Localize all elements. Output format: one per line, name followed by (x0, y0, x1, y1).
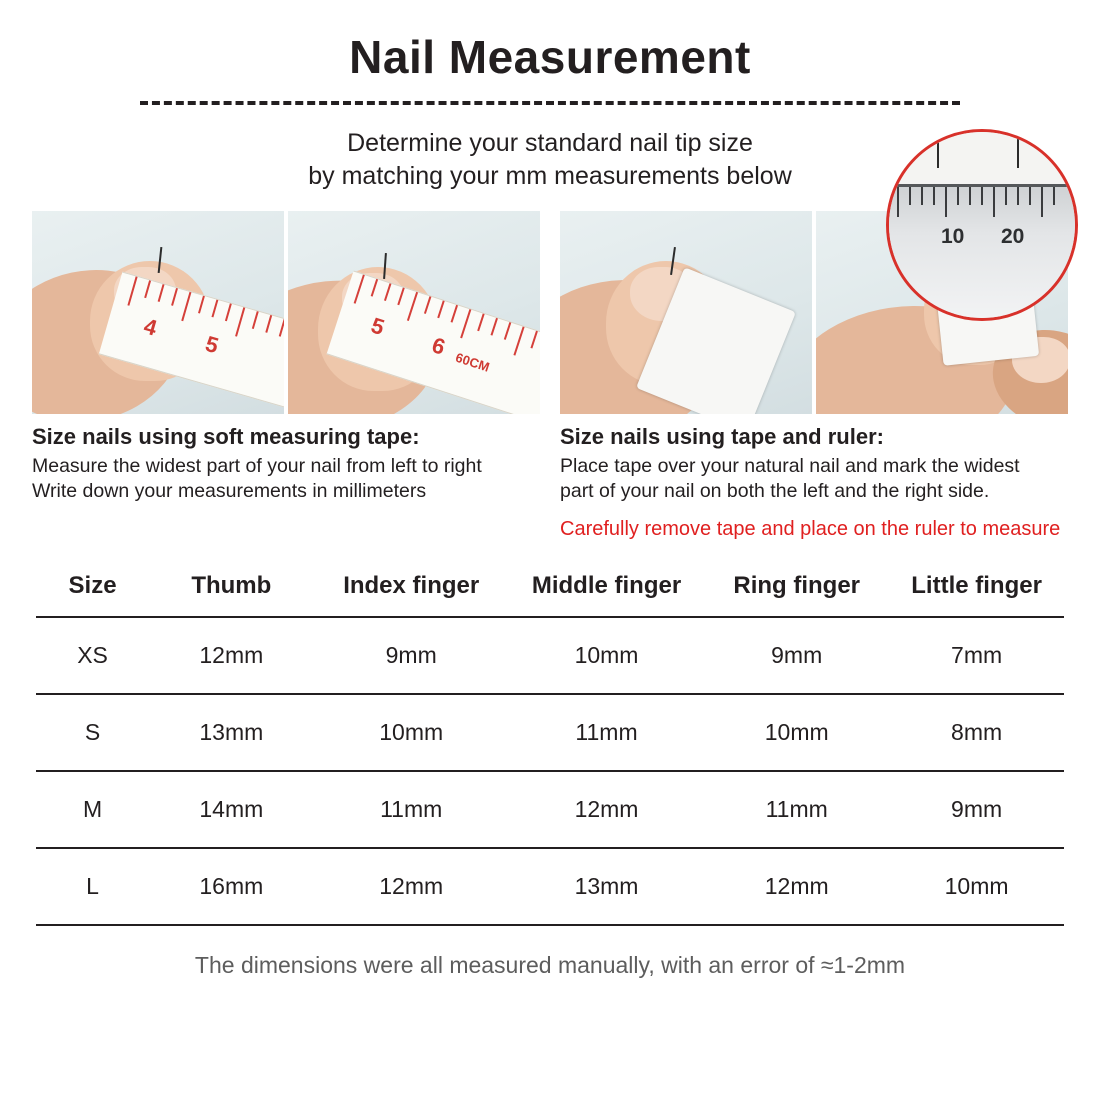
ruler-number: 5 (368, 312, 388, 340)
cell-little: 9mm (951, 795, 1003, 822)
caption-right-warning: Carefully remove tape and place on the ruler to measure (560, 517, 1061, 540)
pen-marker (1017, 138, 1019, 168)
ruler-tick (921, 187, 923, 205)
subtitle-line-1: Determine your standard nail tip size (347, 128, 753, 157)
cell-little: 8mm (951, 718, 1003, 745)
column-header-ring: Ring finger (733, 571, 861, 599)
tape-marking-photo-1 (560, 211, 812, 414)
tape-brand-label: 60CM (453, 349, 492, 375)
column-header-middle: Middle finger (531, 571, 682, 599)
page-title: Nail Measurement (349, 31, 751, 83)
cell-thumb: 14mm (199, 795, 264, 822)
tape-tick (491, 317, 498, 335)
ruler-tick (981, 187, 983, 205)
column-header-index: Index finger (343, 571, 480, 599)
table-row (36, 694, 1064, 771)
ruler-magnifier (886, 129, 1078, 321)
tape-tick (144, 280, 151, 298)
table-row (36, 771, 1064, 848)
cell-thumb: 12mm (199, 641, 264, 668)
cell-size: M (82, 795, 103, 822)
caption-left-line-1: Measure the widest part of your nail from left to right (32, 454, 482, 477)
size-table-head (36, 564, 1064, 617)
tape-tick (354, 274, 365, 303)
caption-right-title: Size nails using tape and ruler: (560, 423, 884, 449)
tape-tick (504, 322, 511, 340)
table-row (36, 617, 1064, 694)
tape-tick (513, 326, 524, 355)
ruler-tick (969, 187, 971, 205)
cell-index: 12mm (379, 872, 444, 899)
tape-on-nail-photo-2 (288, 211, 540, 414)
ruler-tick (993, 187, 995, 217)
size-table-wrapper (36, 564, 1064, 926)
ruler-tick (957, 187, 959, 205)
tape-tick (198, 295, 205, 313)
caption-right (560, 424, 1068, 542)
cell-little: 10mm (944, 872, 1009, 899)
tape-tick (158, 284, 165, 302)
photo-group-tape (32, 211, 540, 414)
size-table-body (36, 617, 1064, 925)
tape-tick (437, 300, 444, 318)
tape-tick (279, 318, 284, 336)
cell-size: S (84, 718, 101, 745)
cell-index: 10mm (379, 718, 444, 745)
tape-tick (451, 304, 458, 322)
cell-middle: 12mm (574, 795, 639, 822)
ruler-number: 20 (1001, 224, 1025, 248)
cell-index: 9mm (385, 641, 437, 668)
ruler-number: 6 (428, 331, 449, 360)
tape-tick (371, 278, 378, 296)
column-header-little: Little finger (911, 571, 1042, 599)
ruler-tick (1041, 187, 1043, 217)
ruler-number: 4 (141, 312, 160, 341)
tape-tick (477, 313, 484, 331)
column-header-thumb: Thumb (191, 571, 272, 599)
title-divider (140, 101, 960, 105)
table-row (36, 848, 1064, 925)
magnified-tape (889, 132, 1075, 184)
cell-little: 7mm (951, 641, 1003, 668)
tape-tick (127, 276, 137, 305)
tape-on-nail-photo-1 (32, 211, 284, 414)
cell-thumb: 13mm (199, 718, 264, 745)
cell-ring: 12mm (764, 872, 829, 899)
caption-left-title: Size nails using soft measuring tape: (32, 423, 420, 449)
caption-left-line-2: Write down your measurements in millimeters (32, 479, 427, 502)
cell-ring: 9mm (771, 641, 823, 668)
ruler-tick (909, 187, 911, 205)
ruler-number: 10 (941, 224, 965, 248)
ruler-tick (897, 187, 899, 217)
tape-tick (235, 307, 245, 336)
caption-left (32, 424, 540, 542)
ruler-tick (1053, 187, 1055, 205)
ruler-number: 5 (202, 330, 222, 358)
subtitle-line-2: by matching your mm measurements below (308, 161, 792, 190)
measurement-footnote: The dimensions were all measured manually, with an error of ≈1-2mm (194, 951, 906, 978)
tape-tick (252, 311, 259, 329)
cell-size: L (86, 872, 99, 899)
cell-size: XS (77, 641, 108, 668)
pen-marker (937, 138, 939, 168)
cell-middle: 13mm (574, 872, 639, 899)
tape-tick (171, 288, 178, 306)
instruction-captions (0, 414, 1100, 542)
column-header-size: Size (68, 571, 117, 599)
tape-tick (225, 303, 232, 321)
ruler-tick (1029, 187, 1031, 205)
tape-tick (384, 283, 391, 301)
tape-tick (211, 299, 218, 317)
ruler-tick (933, 187, 935, 205)
cell-middle: 11mm (575, 718, 638, 745)
caption-right-line-2: part of your nail on both the left and the right side. (560, 479, 990, 502)
cell-ring: 11mm (765, 795, 828, 822)
tape-tick (181, 291, 191, 320)
tape-tick (424, 296, 431, 314)
cell-ring: 10mm (764, 718, 829, 745)
ruler-tick (1017, 187, 1019, 205)
tape-tick (460, 309, 471, 338)
tape-tick (407, 291, 418, 320)
tape-tick (397, 287, 404, 305)
ruler-tick (945, 187, 947, 217)
cell-middle: 10mm (574, 641, 639, 668)
tape-tick (530, 330, 537, 348)
tape-tick (265, 315, 272, 333)
cell-index: 11mm (380, 795, 443, 822)
table-header-row (36, 564, 1064, 617)
instruction-photos (0, 211, 1100, 414)
photo-group-ruler (560, 211, 1068, 414)
size-table (36, 564, 1064, 926)
cell-thumb: 16mm (199, 872, 264, 899)
caption-right-line-1: Place tape over your natural nail and mark the widest (560, 454, 1020, 477)
magnified-ruler (889, 184, 1075, 318)
ruler-tick (1005, 187, 1007, 205)
